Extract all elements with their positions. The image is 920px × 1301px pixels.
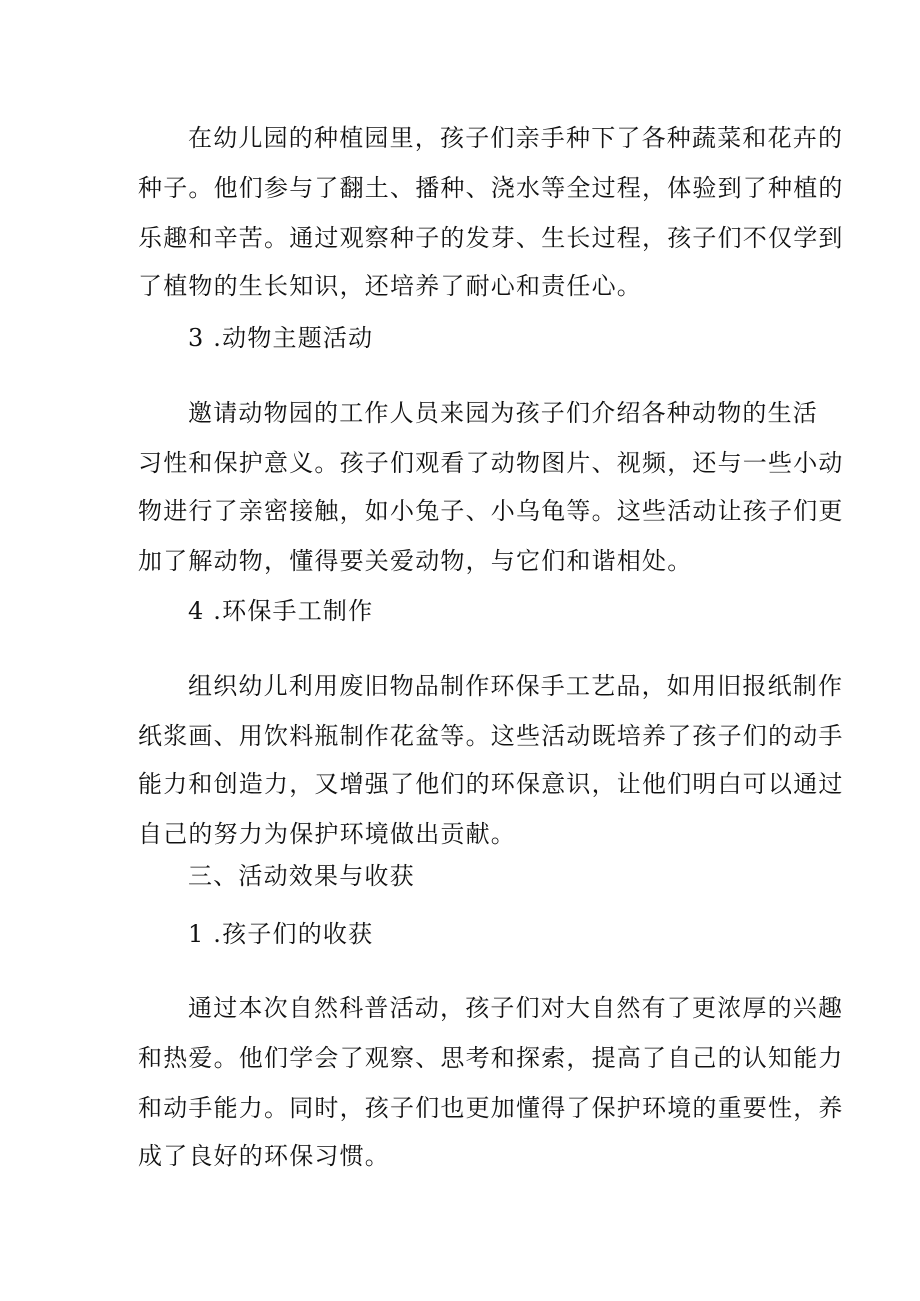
paragraph-gains-line-4: 成了良好的环保习惯。 xyxy=(138,1142,390,1170)
paragraph-animal-line-3: 物进行了亲密接触，如小兔子、小乌龟等。这些活动让孩子们更 xyxy=(138,497,844,525)
heading-children-gains: 1 .孩子们的收获 xyxy=(188,920,374,948)
paragraph-planting-line-1: 在幼儿园的种植园里，孩子们亲手种下了各种蔬菜和花卉的 xyxy=(188,124,844,152)
heading-eco-craft: 4 .环保手工制作 xyxy=(188,597,374,625)
paragraph-planting-line-3: 乐趣和辛苦。通过观察种子的发芽、生长过程，孩子们不仅学到 xyxy=(138,224,844,252)
paragraph-animal-line-1: 邀请动物园的工作人员来园为孩子们介绍各种动物的生活 xyxy=(188,399,818,427)
paragraph-eco-line-1: 组织幼儿利用废旧物品制作环保手工艺品，如用旧报纸制作 xyxy=(188,672,844,700)
paragraph-animal-line-4: 加了解动物，懂得要关爱动物，与它们和谐相处。 xyxy=(138,547,693,575)
paragraph-gains-line-1: 通过本次自然科普活动，孩子们对大自然有了更浓厚的兴趣 xyxy=(188,994,844,1022)
paragraph-planting-line-2: 种子。他们参与了翻土、播种、浇水等全过程，体验到了种植的 xyxy=(138,174,844,202)
paragraph-eco-line-2: 纸浆画、用饮料瓶制作花盆等。这些活动既培养了孩子们的动手 xyxy=(138,722,844,750)
paragraph-animal-line-2: 习性和保护意义。孩子们观看了动物图片、视频，还与一些小动 xyxy=(138,449,844,477)
paragraph-gains-line-2: 和热爱。他们学会了观察、思考和探索，提高了自己的认知能力 xyxy=(138,1044,844,1072)
paragraph-gains-line-3: 和动手能力。同时，孩子们也更加懂得了保护环境的重要性，养 xyxy=(138,1094,844,1122)
paragraph-eco-line-3: 能力和创造力，又增强了他们的环保意识，让他们明白可以通过 xyxy=(138,770,844,798)
section-heading-results: 三、活动效果与收获 xyxy=(188,862,415,890)
heading-animal-theme: 3 .动物主题活动 xyxy=(188,324,374,352)
paragraph-planting-line-4: 了植物的生长知识，还培养了耐心和责任心。 xyxy=(138,272,642,300)
paragraph-eco-line-4: 自己的努力为保护环境做出贡献。 xyxy=(138,820,516,848)
